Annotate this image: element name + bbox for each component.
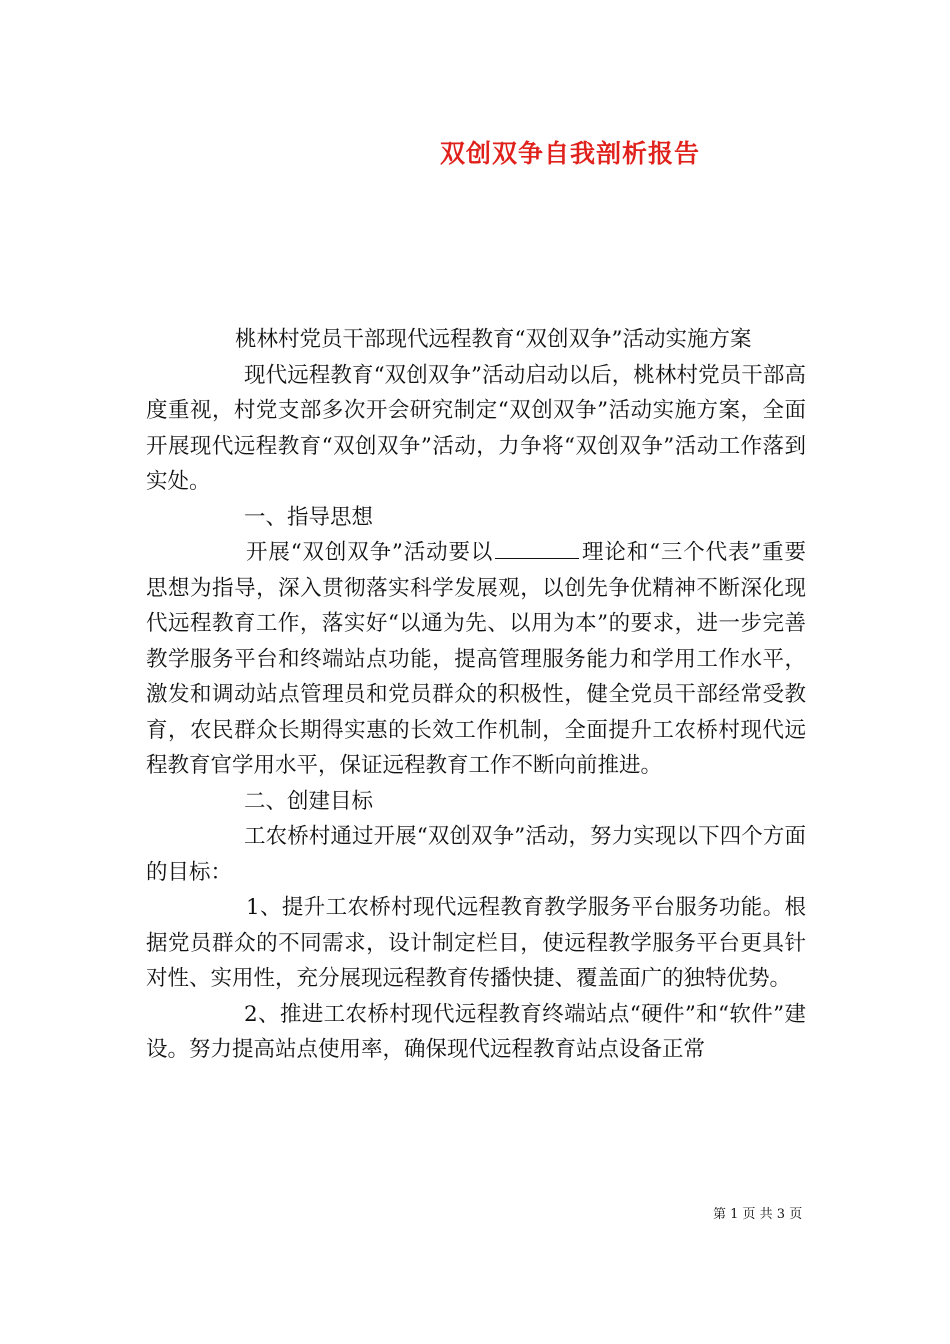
page-number-footer: 第 1 页 共 3 页 — [713, 1207, 803, 1222]
goal-item-1: 1、提升工农桥村现代远程教育教学服务平台服务功能。根据党员群众的不同需求，设计制定栏目，使远程教学服务平台更具针对性、实用性，充分展现远程教育传播快捷、覆盖面广的独特优势。 — [146, 895, 806, 991]
guiding-ideology-paragraph — [146, 535, 806, 784]
goals-intro-paragraph: 工农桥村通过开展“双创双争”活动，努力实现以下四个方面的目标： — [146, 824, 806, 885]
plan-subtitle: 桃林村党员干部现代远程教育“双创双争”活动实施方案 — [235, 327, 752, 352]
guiding-ideology-text-start: 开展“双创双争”活动要以 — [246, 540, 494, 565]
intro-paragraph: 现代远程教育“双创双争”活动启动以后，桃林村党员干部高度重视，村党支部多次开会研究制定“双创双争”活动实施方案，全面开展现代远程教育“双创双争”活动，力争将“双创双争”活动工作落到实处。 — [146, 362, 807, 494]
section-heading-guiding-ideology: 一、指导思想 — [244, 504, 374, 530]
guiding-ideology-text-rest: 理论和“三个代表”重要思想为指导，深入贯彻落实科学发展观，以创先争优精神不断深化现代远程教育工作，落实好“以通为先、以用为本”的要求，进一步完善教学服务平台和终端站点功能，提高管理服务能力和学用工作水平，激发和调动站点管理员和党员群众的积极性，健全党员干部经常受教育，农民群众长期得实惠的长效工作机制，全面提升工农桥村现代远程教育官学用水平，保证远程教育工作不断向前推进。 — [146, 540, 807, 778]
section-heading-goals: 二、创建目标 — [244, 788, 374, 814]
fill-in-blank — [495, 536, 579, 559]
goal-item-2: 2、推进工农桥村现代远程教育终端站点“硬件”和“软件”建设。努力提高站点使用率，确保现代远程教育站点设备正常 — [146, 1001, 806, 1062]
document-title: 双创双争自我剖析报告 — [440, 139, 701, 168]
document-body — [146, 322, 806, 1068]
